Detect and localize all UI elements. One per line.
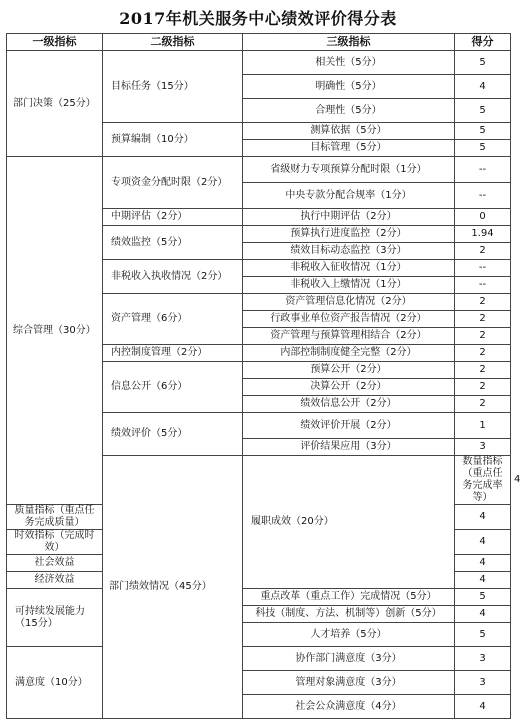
level3-indicator: 绩效目标动态监控（3分） bbox=[243, 243, 455, 260]
level3-indicator: 预算执行进度监控（2分） bbox=[243, 226, 455, 243]
level3-indicator: 预算公开（2分） bbox=[243, 362, 455, 379]
header-score: 得分 bbox=[455, 34, 511, 51]
level2-indicator: 中期评估（2分） bbox=[103, 209, 243, 226]
table-row: 部门绩效情况（45分） 履职成效（20分） 数量指标（重点任务完成率等） 4 bbox=[7, 456, 511, 505]
score-cell: 0 bbox=[455, 209, 511, 226]
level3-indicator: 绩效信息公开（2分） bbox=[243, 396, 455, 413]
level3-indicator: 内部控制制度健全完整（2分） bbox=[243, 345, 455, 362]
table-row bbox=[7, 157, 511, 183]
header-level3: 三级指标 bbox=[243, 34, 455, 51]
level2-indicator: 绩效评价（5分） bbox=[103, 413, 243, 456]
level3-indicator: 管理对象满意度（3分） bbox=[243, 671, 455, 695]
level3-indicator: 省级财力专项预算分配时限（1分） bbox=[243, 157, 455, 183]
table-body bbox=[7, 51, 520, 719]
table-row bbox=[7, 51, 511, 75]
level1-indicator: 综合管理（30分） bbox=[7, 157, 103, 505]
score-cell: 4 bbox=[455, 75, 511, 99]
score-cell: -- bbox=[455, 157, 511, 183]
score-cell: 1 bbox=[455, 413, 511, 439]
level3-indicator: 数量指标（重点任务完成率等） bbox=[455, 456, 511, 505]
level3-indicator: 重点改革（重点工作）完成情况（5分） bbox=[243, 589, 455, 606]
score-cell: 5 bbox=[455, 123, 511, 140]
level3-indicator: 评价结果应用（3分） bbox=[243, 439, 455, 456]
score-cell: 2 bbox=[455, 396, 511, 413]
level3-indicator: 相关性（5分） bbox=[243, 51, 455, 75]
score-cell: 5 bbox=[455, 51, 511, 75]
level3-indicator: 时效指标（完成时效） bbox=[7, 530, 103, 555]
score-cell: 2 bbox=[455, 328, 511, 345]
level3-indicator: 测算依据（5分） bbox=[243, 123, 455, 140]
score-cell: 2 bbox=[455, 362, 511, 379]
score-cell: 5 bbox=[455, 140, 511, 157]
score-cell: -- bbox=[455, 260, 511, 277]
score-cell: -- bbox=[455, 183, 511, 209]
level2-indicator: 可持续发展能力（15分） bbox=[7, 589, 103, 647]
table-title: 2017年机关服务中心绩效评价得分表 bbox=[119, 9, 397, 28]
level3-indicator: 明确性（5分） bbox=[243, 75, 455, 99]
level2-indicator: 资产管理（6分） bbox=[103, 294, 243, 345]
level2-indicator: 履职成效（20分） bbox=[243, 456, 455, 589]
header-level1: 一级指标 bbox=[7, 34, 103, 51]
level1-indicator: 部门绩效情况（45分） bbox=[103, 456, 243, 719]
level3-indicator: 决算公开（2分） bbox=[243, 379, 455, 396]
level3-indicator: 执行中期评估（2分） bbox=[243, 209, 455, 226]
level3-indicator: 社会公众满意度（4分） bbox=[243, 695, 455, 719]
level3-indicator: 非税收入征收情况（1分） bbox=[243, 260, 455, 277]
level3-indicator: 协作部门满意度（3分） bbox=[243, 647, 455, 671]
level3-indicator: 行政事业单位资产报告情况（2分） bbox=[243, 311, 455, 328]
level3-indicator: 非税收入上缴情况（1分） bbox=[243, 277, 455, 294]
score-cell: 2 bbox=[455, 311, 511, 328]
level3-indicator: 资产管理信息化情况（2分） bbox=[243, 294, 455, 311]
score-cell: 2 bbox=[455, 379, 511, 396]
level3-indicator: 合理性（5分） bbox=[243, 99, 455, 123]
score-table bbox=[6, 33, 520, 719]
header-level2: 二级指标 bbox=[103, 34, 243, 51]
table-row bbox=[7, 589, 511, 606]
level3-indicator: 社会效益 bbox=[7, 555, 103, 572]
level3-indicator: 资产管理与预算管理相结合（2分） bbox=[243, 328, 455, 345]
score-cell: 4 bbox=[455, 572, 511, 589]
level2-indicator: 专项资金分配时限（2分） bbox=[103, 157, 243, 209]
score-cell: 4 bbox=[455, 695, 511, 719]
score-cell: 4 bbox=[455, 505, 511, 530]
level2-indicator: 预算编制（10分） bbox=[103, 123, 243, 157]
level3-indicator: 中央专款分配合规率（1分） bbox=[243, 183, 455, 209]
level2-indicator: 目标任务（15分） bbox=[103, 51, 243, 123]
score-cell: 4 bbox=[455, 555, 511, 572]
score-cell: 1.94 bbox=[455, 226, 511, 243]
score-cell: 2 bbox=[455, 294, 511, 311]
score-cell: 4 bbox=[455, 530, 511, 555]
header-row bbox=[7, 34, 511, 51]
level3-indicator: 绩效评价开展（2分） bbox=[243, 413, 455, 439]
score-cell: 3 bbox=[455, 439, 511, 456]
level2-indicator: 非税收入执收情况（2分） bbox=[103, 260, 243, 294]
score-cell: 3 bbox=[455, 671, 511, 695]
score-cell: 5 bbox=[455, 589, 511, 606]
score-cell: 4 bbox=[455, 606, 511, 623]
level2-indicator: 绩效监控（5分） bbox=[103, 226, 243, 260]
level2-indicator: 信息公开（6分） bbox=[103, 362, 243, 413]
score-cell: 5 bbox=[455, 99, 511, 123]
score-cell: -- bbox=[455, 277, 511, 294]
level3-indicator: 经济效益 bbox=[7, 572, 103, 589]
level2-indicator: 满意度（10分） bbox=[7, 647, 103, 719]
level3-indicator: 人才培养（5分） bbox=[243, 623, 455, 647]
level3-indicator: 科技（制度、方法、机制等）创新（5分） bbox=[243, 606, 455, 623]
level3-indicator: 目标管理（5分） bbox=[243, 140, 455, 157]
score-cell: 5 bbox=[455, 623, 511, 647]
score-cell: 2 bbox=[455, 243, 511, 260]
level1-indicator: 部门决策（25分） bbox=[7, 51, 103, 157]
level3-indicator: 质量指标（重点任务完成质量） bbox=[7, 505, 103, 530]
level2-indicator: 内控制度管理（2分） bbox=[103, 345, 243, 362]
table-row bbox=[7, 647, 511, 671]
score-cell: 2 bbox=[455, 345, 511, 362]
score-cell: 3 bbox=[455, 647, 511, 671]
